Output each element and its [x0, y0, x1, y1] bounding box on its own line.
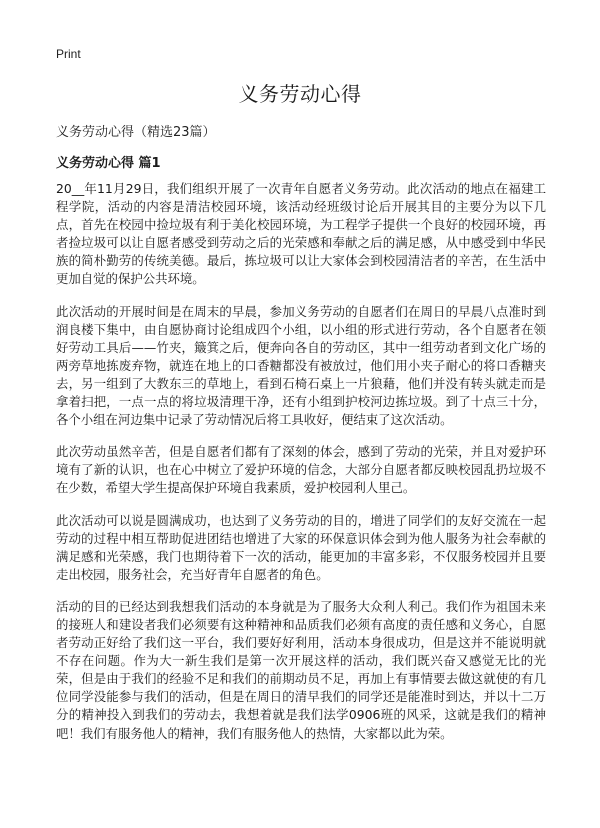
article-body: [56, 180, 546, 757]
document-subtitle: 义务劳动心得（精选23篇）: [56, 125, 216, 140]
paragraph-2: 此次活动的开展时间是在周末的早晨，参加义务劳动的自愿者们在周日的早晨八点准时到润良楼下集中，由自愿协商讨论组成四个小组，以小组的形式进行劳动，各个自愿者在领好劳动工具后——竹夹，簸箕之后，便奔向各自的劳动区，其中一组劳动者到文化广场的两旁草地拣废弃物，就连在地上的口香糖都没有被放过，他们用小夹子耐心的将口香糖夹去，另一组到了大教东三的草地上，看到石椅石桌上一片狼藉，他们并没有转头就走而是拿着扫把，一点一点的将垃圾清理干净，还有小组到护校河边拣垃圾。到了十点三十分，各个小组在河边集中记录了劳动情况后将工具收好，便结束了这次活动。: [56, 303, 546, 428]
print-link[interactable]: Print: [56, 47, 81, 61]
paragraph-3: 此次劳动虽然辛苦，但是自愿者们都有了深刻的体会，感到了劳动的光荣，并且对爱护环境有了新的认识，也在心中树立了爱护环境的信念，大部分自愿者都反映校园乱扔垃圾不在少数，希望大学生提高保护环境自我素质，爱护校园利人里己。: [56, 444, 546, 496]
paragraph-1: 20__年11月29日，我们组织开展了一次青年自愿者义务劳动。此次活动的地点在福建工程学院，活动的内容是清洁校园环境，该活动经班级讨论后开展其目的主要分为以下几点，首先在校园中捡垃圾有利于美化校园环境，为工程学子提供一个良好的校园环境，再者捡垃圾可以让自愿者感受到劳动之后的光荣感和奉献之后的满足感，从中感受到中华民族的简朴勤劳的传统美德。最后，拣垃圾可以让大家体会到校园清洁者的辛苦，在生活中更加自觉的保护公共环境。: [56, 181, 546, 287]
section-heading: 义务劳动心得 篇1: [56, 156, 161, 171]
page-title: 义务劳动心得: [238, 82, 362, 106]
paragraph-4: 此次活动可以说是圆满成功，也达到了义务劳动的目的，增进了同学们的友好交流在一起劳动的过程中相互帮助促进团结也增进了大家的环保意识体会到为他人服务为社会奉献的满足感和光荣感，我门也期待着下一次的活动，能更加的丰富多彩，不仅服务校园并且要走出校园，服务社会，充当好青年自愿者的角色。: [56, 512, 546, 582]
paragraph-5: 活动的目的已经达到我想我们活动的本身就是为了服务大众利人利己。我们作为祖国未来的接班人和建设者我们必须要有这种精神和品质我们必须有高度的责任感和义务心，自愿者劳动正好给了我们这一平台，我们要好好利用，活动本身很成功，但是这并不能说明就不存在问题。作为大一新生我们是第一次开展这样的活动，我们既兴奋又感觉无比的光荣，但是由于我们的经验不足和我们的前期动员不足，再加上有事情要去做这就使的有几位同学没能参与我们的活动，但是在周日的清早我们的同学还是能准时到达，并以十二万分的精神投入到我们的劳动去，我想着就是我们法学0906班的风采，这就是我们的精神吧！我们有服务他人的精神，我们有服务他人的热情，大家都以此为荣。: [56, 598, 546, 741]
